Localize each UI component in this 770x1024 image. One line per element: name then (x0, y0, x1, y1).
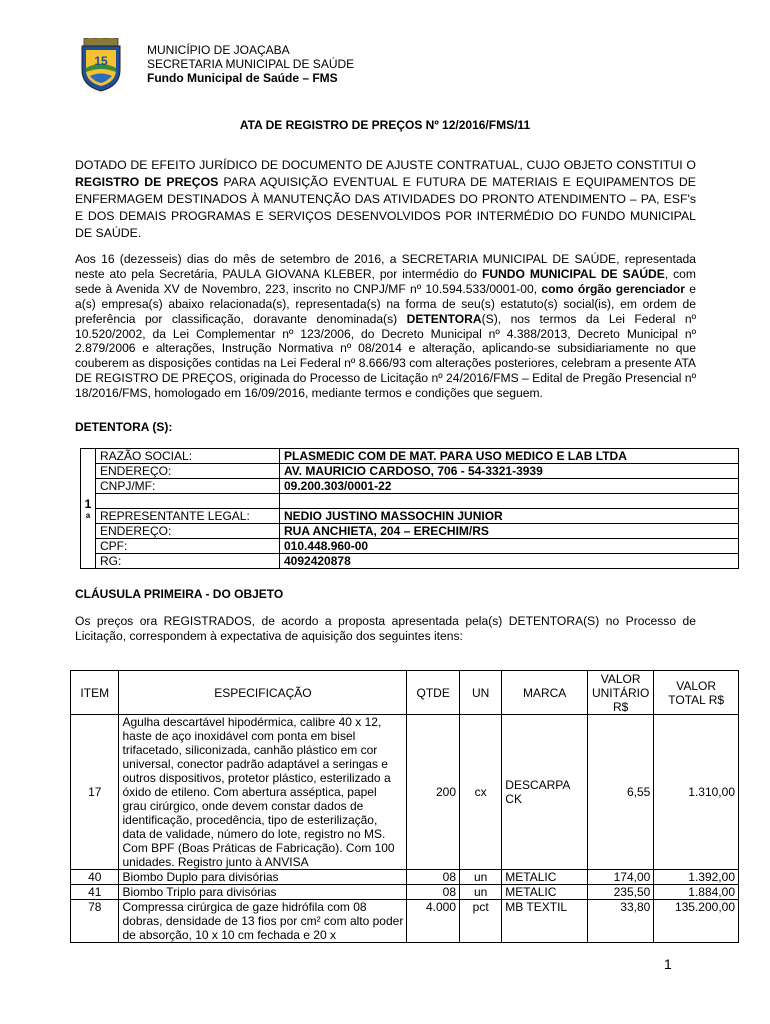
col-header-un: UN (460, 671, 502, 715)
secretariat-name: SECRETARIA MUNICIPAL DE SAÚDE (147, 57, 355, 71)
preamble-paragraph: Aos 16 (dezesseis) dias do mês de setembro de 2016, a SECRETARIA MUNICIPAL DE SAÚDE, representada neste ato pela Secretária, PAULA GIOVANA KLEBER, por intermédio do FUNDO MUNICIPAL DE SAÚDE, com sede à Avenida XV de Novembro, 223, inscrito no CNPJ/MF nº 10.594.533/0001-00, como órgão gerenciador e a(s) empresa(s) abaixo relacionada(s), representada(s) na forma de seu(s) estatuto(s) social(is), em ordem de preferência por classificação, doravante denominada(s) DETENTORA(S), nos termos da Lei Federal nº 10.520/2002, da Lei Complementar nº 123/2006, do Decreto Municipal nº 4.388/2013, Decreto Municipal nº 2.879/2006 e alterações, Instrução Normativa nº 08/2014 e alteração, aplicando-se subsidiariamente no que couberem as disposições contidas na Lei Federal nº 8.666/93 com alterações posteriores, celebram a presente ATA DE REGISTRO DE PREÇOS, originada do Processo de Licitação nº 24/2016/FMS – Edital de Pregão Presencial nº 18/2016/FMS, homologado em 16/09/2016, mediante termos e condições que seguem. (75, 252, 697, 401)
detentora-label: CPF: (96, 539, 280, 554)
item-cell: 17 (71, 715, 119, 870)
detentora-row (81, 449, 739, 464)
detentora-row (81, 554, 739, 569)
intro-paragraph: DOTADO DE EFEITO JURÍDICO DE DOCUMENTO DE AJUSTE CONTRATUAL, CUJO OBJETO CONSTITUI O REGISTRO DE PREÇOS PARA AQUISIÇÃO EVENTUAL E FUTURA DE MATERIAIS E EQUIPAMENTOS DE ENFERMAGEM DESTINADOS À MANUTENÇÃO DAS ATIVIDADES DO PRONTO ATENDIMENTO – PA, ESF's E DOS DEMAIS PROGRAMAS E SERVIÇOS DESENVOLVIDOS POR INTERMÉDIO DO FUNDO MUNICIPAL DE SAÚDE. (75, 158, 696, 240)
detentora-label: RG: (96, 554, 280, 569)
detentora-value: NEDIO JUSTINO MASSOCHIN JUNIOR (280, 509, 739, 524)
marca-cell: METALIC (502, 870, 588, 885)
valor-unitario-cell: 6,55 (587, 715, 653, 870)
detentora-row (81, 539, 739, 554)
col-header-valor-unitario: VALOR UNITÁRIO R$ (587, 671, 653, 715)
detentora-value (280, 494, 739, 509)
marca-cell: MB TEXTIL (502, 900, 588, 943)
detentora-row (81, 464, 739, 479)
detentora-number-value: 1 (84, 496, 92, 511)
col-header-qtde: QTDE (407, 671, 460, 715)
table-row (71, 900, 739, 943)
detentora-label: CNPJ/MF: (96, 479, 280, 494)
un-cell: pct (460, 900, 502, 943)
valor-total-cell: 1.310,00 (654, 715, 739, 870)
document-title: ATA DE REGISTRO DE PREÇOS Nº 12/2016/FMS/11 (239, 118, 531, 132)
items-header-row (71, 671, 739, 715)
valor-total-cell: 1.884,00 (654, 885, 739, 900)
marca-cell: DESCARPA CK (502, 715, 588, 870)
detentora-value: AV. MAURICIO CARDOSO, 706 - 54-3321-3939 (280, 464, 739, 479)
col-header-valor-total: VALOR TOTAL R$ (654, 671, 739, 715)
un-cell: un (460, 885, 502, 900)
table-row (71, 870, 739, 885)
spec-cell: Biombo Triplo para divisórias (119, 885, 407, 900)
detentora-label: REPRESENTANTE LEGAL: (96, 509, 280, 524)
item-cell: 78 (71, 900, 119, 943)
detentora-row (81, 509, 739, 524)
clausula-heading: CLÁUSULA PRIMEIRA - DO OBJETO (75, 587, 284, 601)
detentora-row (81, 494, 739, 509)
detentora-value: RUA ANCHIETA, 204 – ERECHIM/RS (280, 524, 739, 539)
col-header-marca: MARCA (502, 671, 588, 715)
spec-cell: Compressa cirúrgica de gaze hidrófila com 08 dobras, densidade de 13 fios por cm² com alto poder de absorção, 10 x 10 cm fechada e 20 x (119, 900, 407, 943)
page-number: 1 (664, 956, 672, 972)
marca-cell: METALIC (502, 885, 588, 900)
detentora-row (81, 524, 739, 539)
detentora-value: 4092420878 (280, 554, 739, 569)
qtde-cell: 4.000 (407, 900, 460, 943)
spec-cell: Agulha descartável hipodérmica, calibre 40 x 12, haste de aço inoxidável com ponta em bisel trifacetado, siliconizada, canhão plástico em cor universal, conector padrão adaptável a seringas e outros dispositivos, protetor plástico, esterilizado a óxido de etileno. Com abertura asséptica, papel grau cirúrgico, onde devem constar dados de identificação, procedência, tipo de esterilização, data de validade, número do lote, registro no MS. Com BPF (Boas Práticas de Fabricação). Com 100 unidades. Registro junto à ANVISA (119, 715, 407, 870)
col-header-spec: ESPECIFICAÇÃO (119, 671, 407, 715)
qtde-cell: 200 (407, 715, 460, 870)
letterhead (147, 43, 354, 85)
valor-total-cell: 1.392,00 (654, 870, 739, 885)
item-cell: 41 (71, 885, 119, 900)
detentora-label: ENDEREÇO: (96, 524, 280, 539)
qtde-cell: 08 (407, 870, 460, 885)
detentora-heading: DETENTORA (S): (75, 420, 173, 434)
spec-cell: Biombo Duplo para divisórias (119, 870, 407, 885)
valor-unitario-cell: 235,50 (587, 885, 653, 900)
item-cell: 40 (71, 870, 119, 885)
table-row (71, 715, 739, 870)
detentora-value: 010.448.960-00 (280, 539, 739, 554)
table-row (71, 885, 739, 900)
qtde-cell: 08 (407, 885, 460, 900)
col-header-item: ITEM (71, 671, 119, 715)
detentora-value: 09.200.303/0001-22 (280, 479, 739, 494)
clausula-paragraph: Os preços ora REGISTRADOS, de acordo a proposta apresentada pela(s) DETENTORA(S) no Processo de Licitação, correspondem à expectativa de aquisição dos seguintes itens: (75, 614, 696, 643)
municipal-crest-logo (80, 38, 122, 92)
valor-unitario-cell: 174,00 (587, 870, 653, 885)
detentora-label (96, 494, 280, 509)
detentora-value: PLASMEDIC COM DE MAT. PARA USO MEDICO E LAB LTDA (280, 449, 739, 464)
valor-total-cell: 135.200,00 (654, 900, 739, 943)
svg-text:15: 15 (94, 54, 108, 68)
detentora-label: RAZÃO SOCIAL: (96, 449, 280, 464)
detentora-number-sup: a (85, 510, 91, 520)
municipality-name: MUNICÍPIO DE JOAÇABA (147, 43, 290, 57)
un-cell: un (460, 870, 502, 885)
detentora-number (81, 449, 96, 569)
detentora-table (80, 448, 739, 569)
un-cell: cx (460, 715, 502, 870)
detentora-label: ENDEREÇO: (96, 464, 280, 479)
detentora-row (81, 479, 739, 494)
items-table (70, 670, 739, 943)
valor-unitario-cell: 33,80 (587, 900, 653, 943)
fund-name: Fundo Municipal de Saúde – FMS (147, 71, 338, 85)
